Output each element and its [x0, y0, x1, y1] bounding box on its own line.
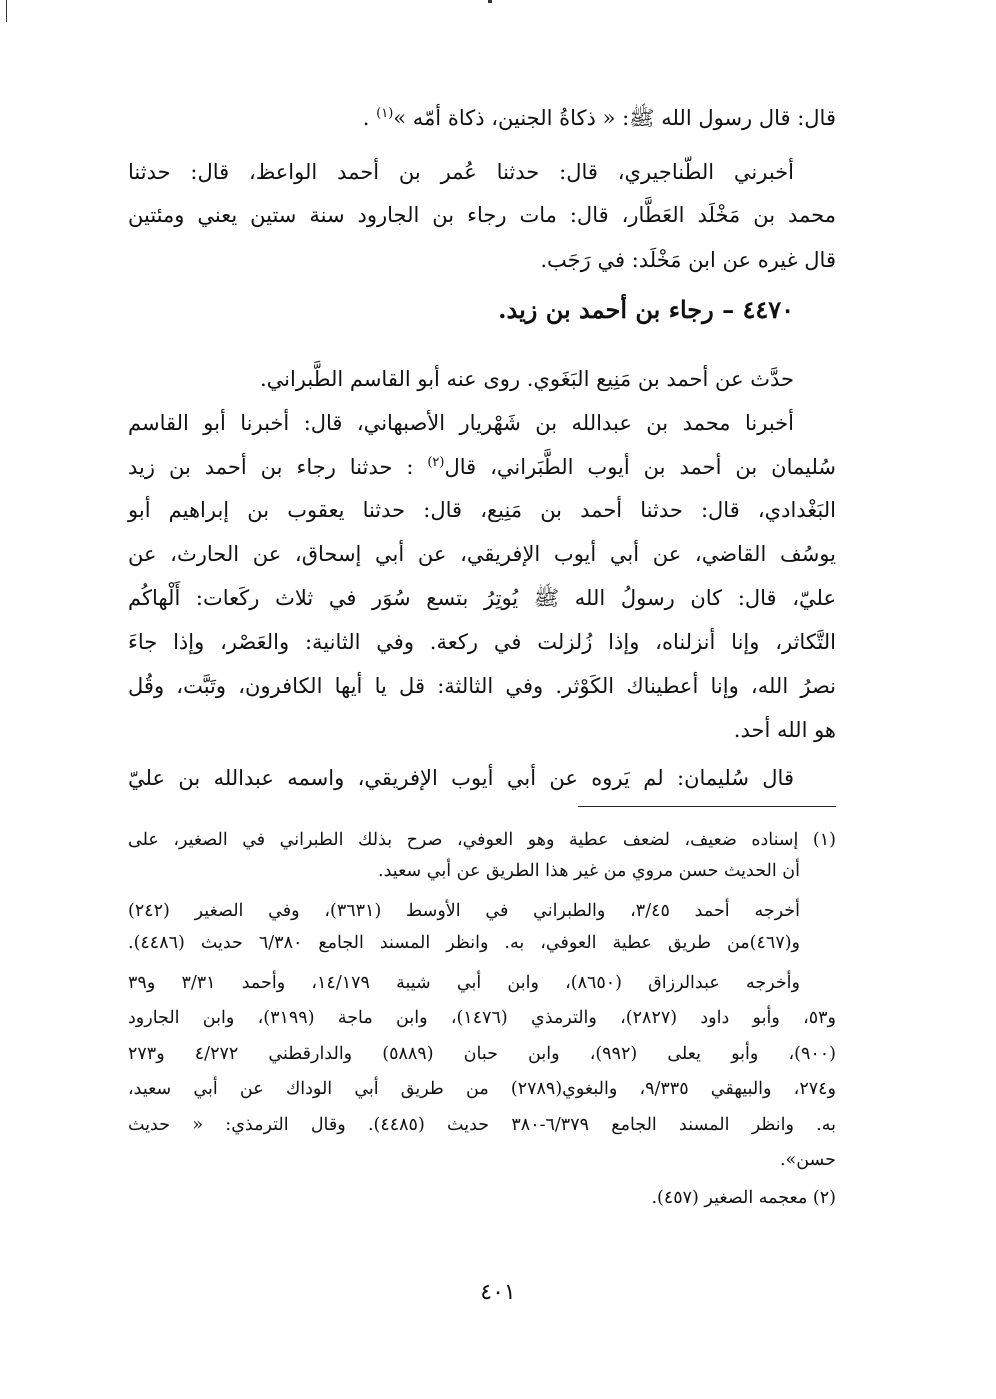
- footnote-1-line: (٩٠٠)، وأبو يعلى (٩٩٢)، وابن حبان (٥٨٨٩) والدارقطني ٤/٢٧٢ و٢٧٣: [128, 1044, 836, 1064]
- entry-line: يوسُف القاضي، عن أبي أيوب الإفريقي، عن أبي إسحاق، عن الحارث، عن: [128, 542, 836, 566]
- footnote-ref-1: (١): [376, 106, 394, 121]
- footnote-1-line: أن الحديث حسن مروي من غير هذا الطريق عن أبي سعيد.: [378, 861, 800, 881]
- page-number: ٤٠١: [480, 1280, 516, 1305]
- entry-line: أخبرنا محمد بن عبدالله بن شَهْريار الأصبهاني، قال: أخبرنا أبو القاسم: [128, 411, 794, 435]
- footnote-2: (٢) معجمه الصغير (٤٥٧).: [651, 1188, 836, 1208]
- entry-line: البَغْدادي، قال: حدثنا أحمد بن مَنِيع، قال: حدثنا يعقوب بن إبراهيم أبو: [128, 498, 836, 522]
- entry-line: نصرُ الله، وإنا أعطيناك الكَوْثر. وفي الثالثة: قل يا أيها الكافرون، وتَبَّت، وقُل: [128, 674, 836, 698]
- entry-line: حدَّث عن أحمد بن مَنِيع البَغَوي. روى عنه أبو القاسم الطَّبراني.: [259, 367, 794, 391]
- footnote-ref-2: (٢): [427, 455, 445, 470]
- intro-end: .: [362, 106, 377, 130]
- body-line: محمد بن مَخْلَد العَطَّار، قال: مات رجاء بن الجارود سنة ستين يعني ومئتين: [128, 203, 836, 227]
- footnote-1-line: (١) إسناده ضعيف، لضعف عطية وهو العوفي، صرح بذلك الطبراني في الصغير، على: [128, 830, 836, 850]
- footnote-1-line: و٢٧٤، والبيهقي ٩/٣٣٥، والبغوي(٢٧٨٩) من طريق أبي الوداك عن أبي سعيد،: [128, 1079, 836, 1099]
- body-line: أخبرني الطّناجيري، قال: حدثنا عُمر بن أحمد الواعظ، قال: حدثنا: [128, 160, 794, 184]
- entry-line: التَّكاثر، وإنا أنزلناه، وإذا زُلزلت في ركعة. وفي الثانية: والعَصْر، وإذا جاءَ: [128, 630, 836, 654]
- entry-heading: ٤٤٧٠ – رجاء بن أحمد بن زيد.: [498, 295, 794, 324]
- footnote-1-line: و(٤٦٧)من طريق عطية العوفي، به. وانظر المسند الجامع ٦/٣٨٠ حديث (٤٤٨٦).: [128, 933, 800, 953]
- entry-text: : حدثنا رجاء بن أحمد بن زيد: [128, 455, 428, 479]
- entry-line: هو الله أحد.: [733, 718, 836, 742]
- closing-line: قال سُليمان: لم يَروه عن أبي أيوب الإفريقي، واسمه عبدالله بن عليّ: [128, 766, 794, 790]
- footnote-1-line: به. وانظر المسند الجامع ٦/٣٧٩-٣٨٠ حديث (٤٤٨٥). وقال الترمذي: « حديث: [128, 1115, 836, 1135]
- body-line: قال غيره عن ابن مَخْلَد: في رَجَب.: [540, 248, 836, 272]
- footnote-1-line: حسن».: [779, 1150, 836, 1170]
- footnotes: [128, 0, 836, 1230]
- entry-text: سُليمان بن أحمد بن أيوب الطَّبَراني، قال: [444, 455, 836, 479]
- intro-text: قال: قال رسول الله ﷺ: « ذكاةُ الجنين، ذكاة أمّه »: [393, 106, 836, 130]
- entry-line: عليّ، قال: كان رسولُ الله ﷺ يُوتِرُ بتسع سُوَر في ثلاث ركَعات: أَلْهاكُم: [128, 586, 836, 610]
- footnote-1-line: أخرجه أحمد ٣/٤٥، والطبراني في الأوسط (٣٦٣١)، وفي الصغير (٢٤٢): [128, 901, 800, 921]
- footnote-1-line: وأخرجه عبدالرزاق (٨٦٥٠)، وابن أبي شيبة ١٤/١٧٩، وأحمد ٣/٣١ و٣٩: [128, 973, 800, 993]
- scan-margin-mark: [6, 0, 7, 22]
- footnote-1-line: و٥٣، وأبو داود (٢٨٢٧)، والترمذي (١٤٧٦)، وابن ماجة (٣١٩٩)، وابن الجارود: [128, 1008, 836, 1028]
